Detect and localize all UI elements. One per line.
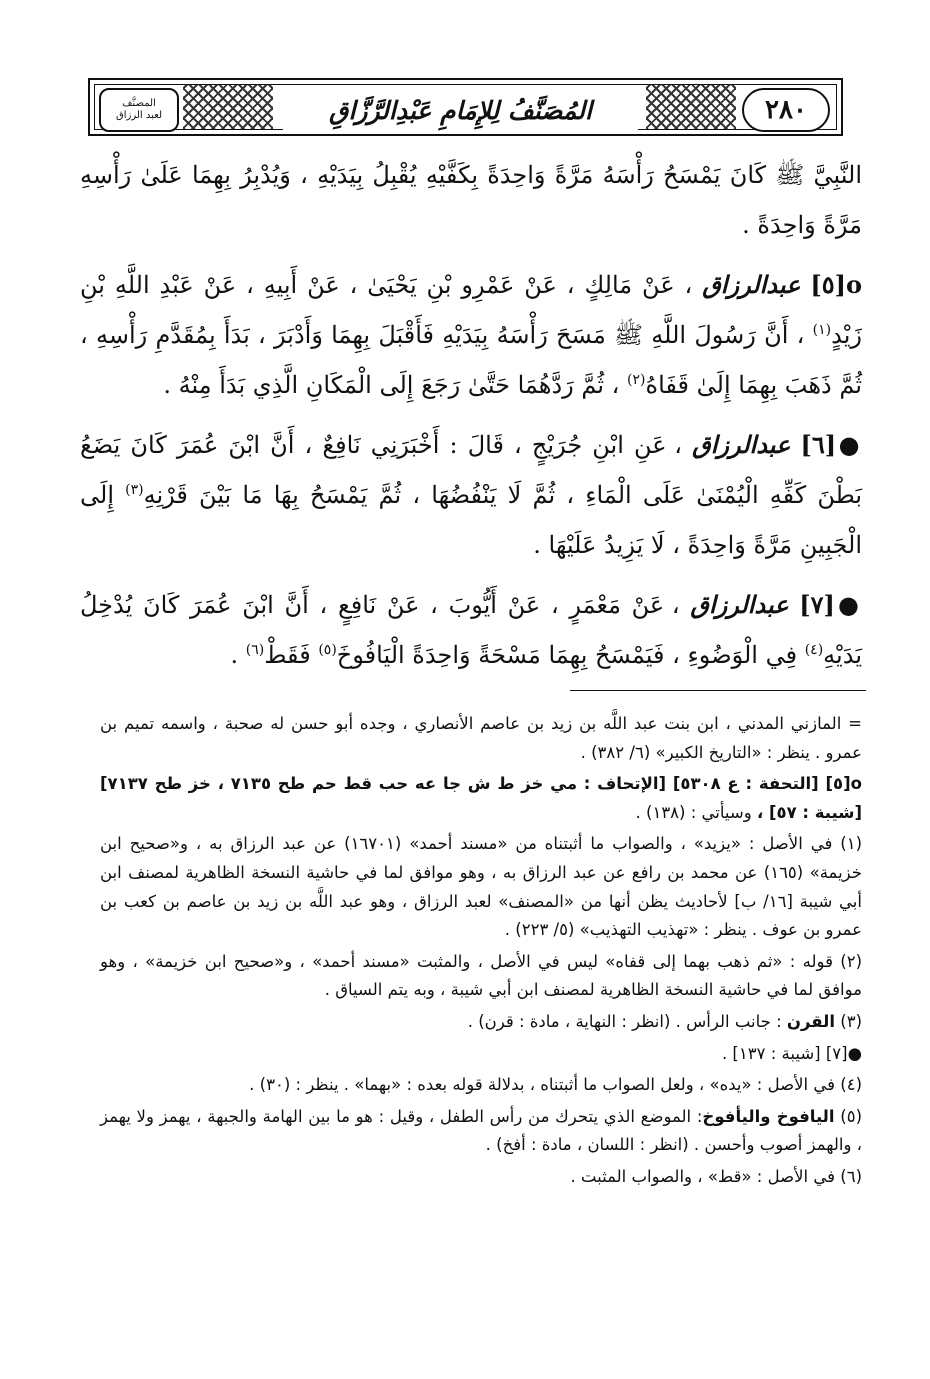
hadith-text: إِلَى الْجَبِينِ مَرَّةً وَاحِدَةً ، لَا يَزِيدُ عَلَيْهَا . — [80, 481, 862, 559]
book-seal — [99, 88, 179, 132]
hadith-marker: ●[٦] — [800, 430, 862, 459]
footnote-ref-6[interactable]: (٦) — [245, 642, 265, 658]
narrator-sig: عبدالرزاق — [692, 430, 791, 459]
narrator-sig: عبدالرزاق — [702, 270, 801, 299]
ornament-left — [183, 85, 273, 129]
footnote-1: (١) في الأصل : «يزيد» ، والصواب ما أثبتناه من «مسند أحمد» (١٦٧٠١) عن عبد الرزاق به ، و«صحيح ابن خزيمة» (١٦٥) عن محمد بن رافع عن عبد الرزاق به ، وهو موافق لما في حاشية النسخة الظاهرية لمصنف ابن أبي شيبة [١٦/ ب] لأحاديث يظن أنها من «المصنف» لعبد الرزاق ، وهو عبد اللَّه بن زيد بن عاصم بن كعب بن عمرو بن عوف . ينظر : «تهذيب التهذيب» (٥/ ٢٢٣) . — [100, 834, 862, 940]
seal-line-2: لعبد الرزاق — [115, 110, 163, 121]
footnote-ref-5[interactable]: (٥) — [318, 642, 337, 658]
footnote-term: القرن — [786, 1011, 835, 1031]
footnotes — [100, 710, 862, 1195]
footnote-ref-2[interactable]: (٢) — [627, 372, 646, 388]
footnote-number: (٥) — [840, 1106, 863, 1126]
takhrij-refs: ο[٥] [التحفة : ع ٥٣٠٨] [الإتحاف : مي خز ط ش جا عه حب قط حم طح ٧١٣٥ ، خز طح ٧١٣٧] [شيبة : ٥٧] ، — [100, 774, 862, 822]
main-text — [80, 150, 862, 690]
footnote-2: (٢) قوله : «ثم ذهب بهما إلى قفاه» ليس في الأصل ، والمثبت «مسند أحمد» ، و«صحيح ابن خزيمة» ، وهو موافق لما في حاشية النسخة الظاهرية لمصنف ابن أبي شيبة ، وبه يتم السياق . — [100, 951, 862, 1000]
hadith-5 — [80, 260, 862, 410]
hadith-6 — [80, 420, 862, 570]
paragraph-text: النَّبِيَّ ﷺ كَانَ يَمْسَحُ رَأْسَهُ مَرَّةً وَاحِدَةً بِكَفَّيْهِ يُقْبِلُ بِيَدَيْهِ ، وَيُدْبِرُ بِهِمَا عَلَىٰ رَأْسِهِ مَرَّةً وَاحِدَةً . — [80, 161, 862, 239]
hadith-text: فَقَطْ — [264, 641, 311, 669]
narrator-sig: عبدالرزاق — [690, 590, 789, 619]
footnote-hadith-5 — [100, 770, 862, 827]
hadith-text: ، أَنَّ رَسُولَ اللَّهِ ﷺ مَسَحَ رَأْسَهُ بِيَدَيْهِ فَأَقْبَلَ بِهِمَا وَأَدْبَرَ ، بَدَأَ بِمُقَدَّمِ رَأْسِهِ ، ثُمَّ ذَهَبَ بِهِمَا إِلَىٰ قَفَاهُ — [80, 321, 862, 399]
footnote-5 — [100, 1103, 862, 1160]
seal-line-1: المصنَّف — [122, 98, 156, 109]
footnote-4: (٤) في الأصل : «يده» ، ولعل الصواب ما أثبتناه ، بدلالة قوله بعده : «بهما» . ينظر : (٣٠) . — [249, 1075, 862, 1095]
footnote-term: اليافوخ واليأفوخ — [702, 1106, 835, 1126]
ornament-right — [646, 85, 736, 129]
footnote-hadith-7: ●[٧] [شيبة : ١٣٧] . — [721, 1043, 862, 1063]
footnote-definition: : الموضع الذي يتحرك من رأس الطفل ، وقيل : هو ما بين الهامة والجبهة ، يهمز ولا يهمز ، والهمز أصوب وأحسن . (انظر : اللسان ، مادة : أفخ) . — [100, 1106, 862, 1155]
page-number: ٢٨٠ — [742, 88, 830, 132]
hadith-text: ، عَنْ مَالِكٍ ، عَنْ عَمْرِو بْنِ يَحْيَىٰ ، عَنْ أَبِيهِ ، عَنْ عَبْدِ اللَّهِ بْنِ زَيْدٍ — [80, 271, 862, 349]
hadith-text: ، ثُمَّ رَدَّهُمَا حَتَّىٰ رَجَعَ إِلَى الْمَكَانِ الَّذِي بَدَأَ مِنْهُ . — [163, 371, 620, 399]
paragraph-continuation — [80, 150, 862, 250]
footnote-ref-1[interactable]: (١) — [812, 322, 832, 338]
hadith-text: ، عَنْ مَعْمَرٍ ، عَنْ أَيُّوبَ ، عَنْ نَافِعٍ ، أَنَّ ابْنَ عُمَرَ كَانَ يُدْخِلُ يَدَيْهِ — [80, 591, 862, 669]
hadith-text: . — [230, 641, 239, 669]
hadith-marker: ●[٧] — [799, 590, 862, 619]
footnote-6: (٦) في الأصل : «قط» ، والصواب المثبت . — [570, 1166, 862, 1186]
header-frame — [94, 84, 837, 130]
takhrij-see: وسيأتي : (١٣٨) . — [635, 802, 752, 822]
hadith-marker: ο[٥] — [810, 270, 862, 299]
footnote-3 — [100, 1008, 862, 1037]
hadith-text: ، عَنِ ابْنِ جُرَيْجٍ ، قَالَ : أَخْبَرَنِي نَافِعٌ ، أَنَّ ابْنَ عُمَرَ كَانَ يَضَعُ بَطْنَ كَفِّهِ الْيُمْنَىٰ عَلَى الْمَاءِ ، ثُمَّ لَا يَنْفُضُهَا ، ثُمَّ يَمْسَحُ بِهَا مَا بَيْنَ قَرْنِهِ — [80, 431, 863, 509]
footnote-continuation: = المازني المدني ، ابن بنت عبد اللَّه بن زيد بن عاصم الأنصاري ، وجده أبو حسن له صحبة ، واسمه تميم بن عمرو . ينظر : «التاريخ الكبير» (٦/ ٣٨٢) . — [100, 714, 862, 762]
running-title: المُصَنَّفُ لِلإِمَامِ عَبْدِالرَّزَّاقِ — [283, 88, 638, 132]
footnote-divider — [570, 690, 866, 691]
hadith-7 — [80, 580, 862, 680]
footnote-ref-3[interactable]: (٣) — [125, 482, 144, 498]
hadith-text: فِي الْوَضُوءِ ، فَيَمْسَحُ بِهِمَا مَسْحَةً وَاحِدَةً الْيَافُوخَ — [336, 641, 798, 669]
footnote-definition: : جانب الرأس . (انظر : النهاية ، مادة : قرن) . — [467, 1011, 782, 1031]
footnote-ref-4[interactable]: (٤) — [804, 642, 824, 658]
footnote-number: (٣) — [840, 1011, 862, 1031]
page-header — [88, 78, 843, 136]
